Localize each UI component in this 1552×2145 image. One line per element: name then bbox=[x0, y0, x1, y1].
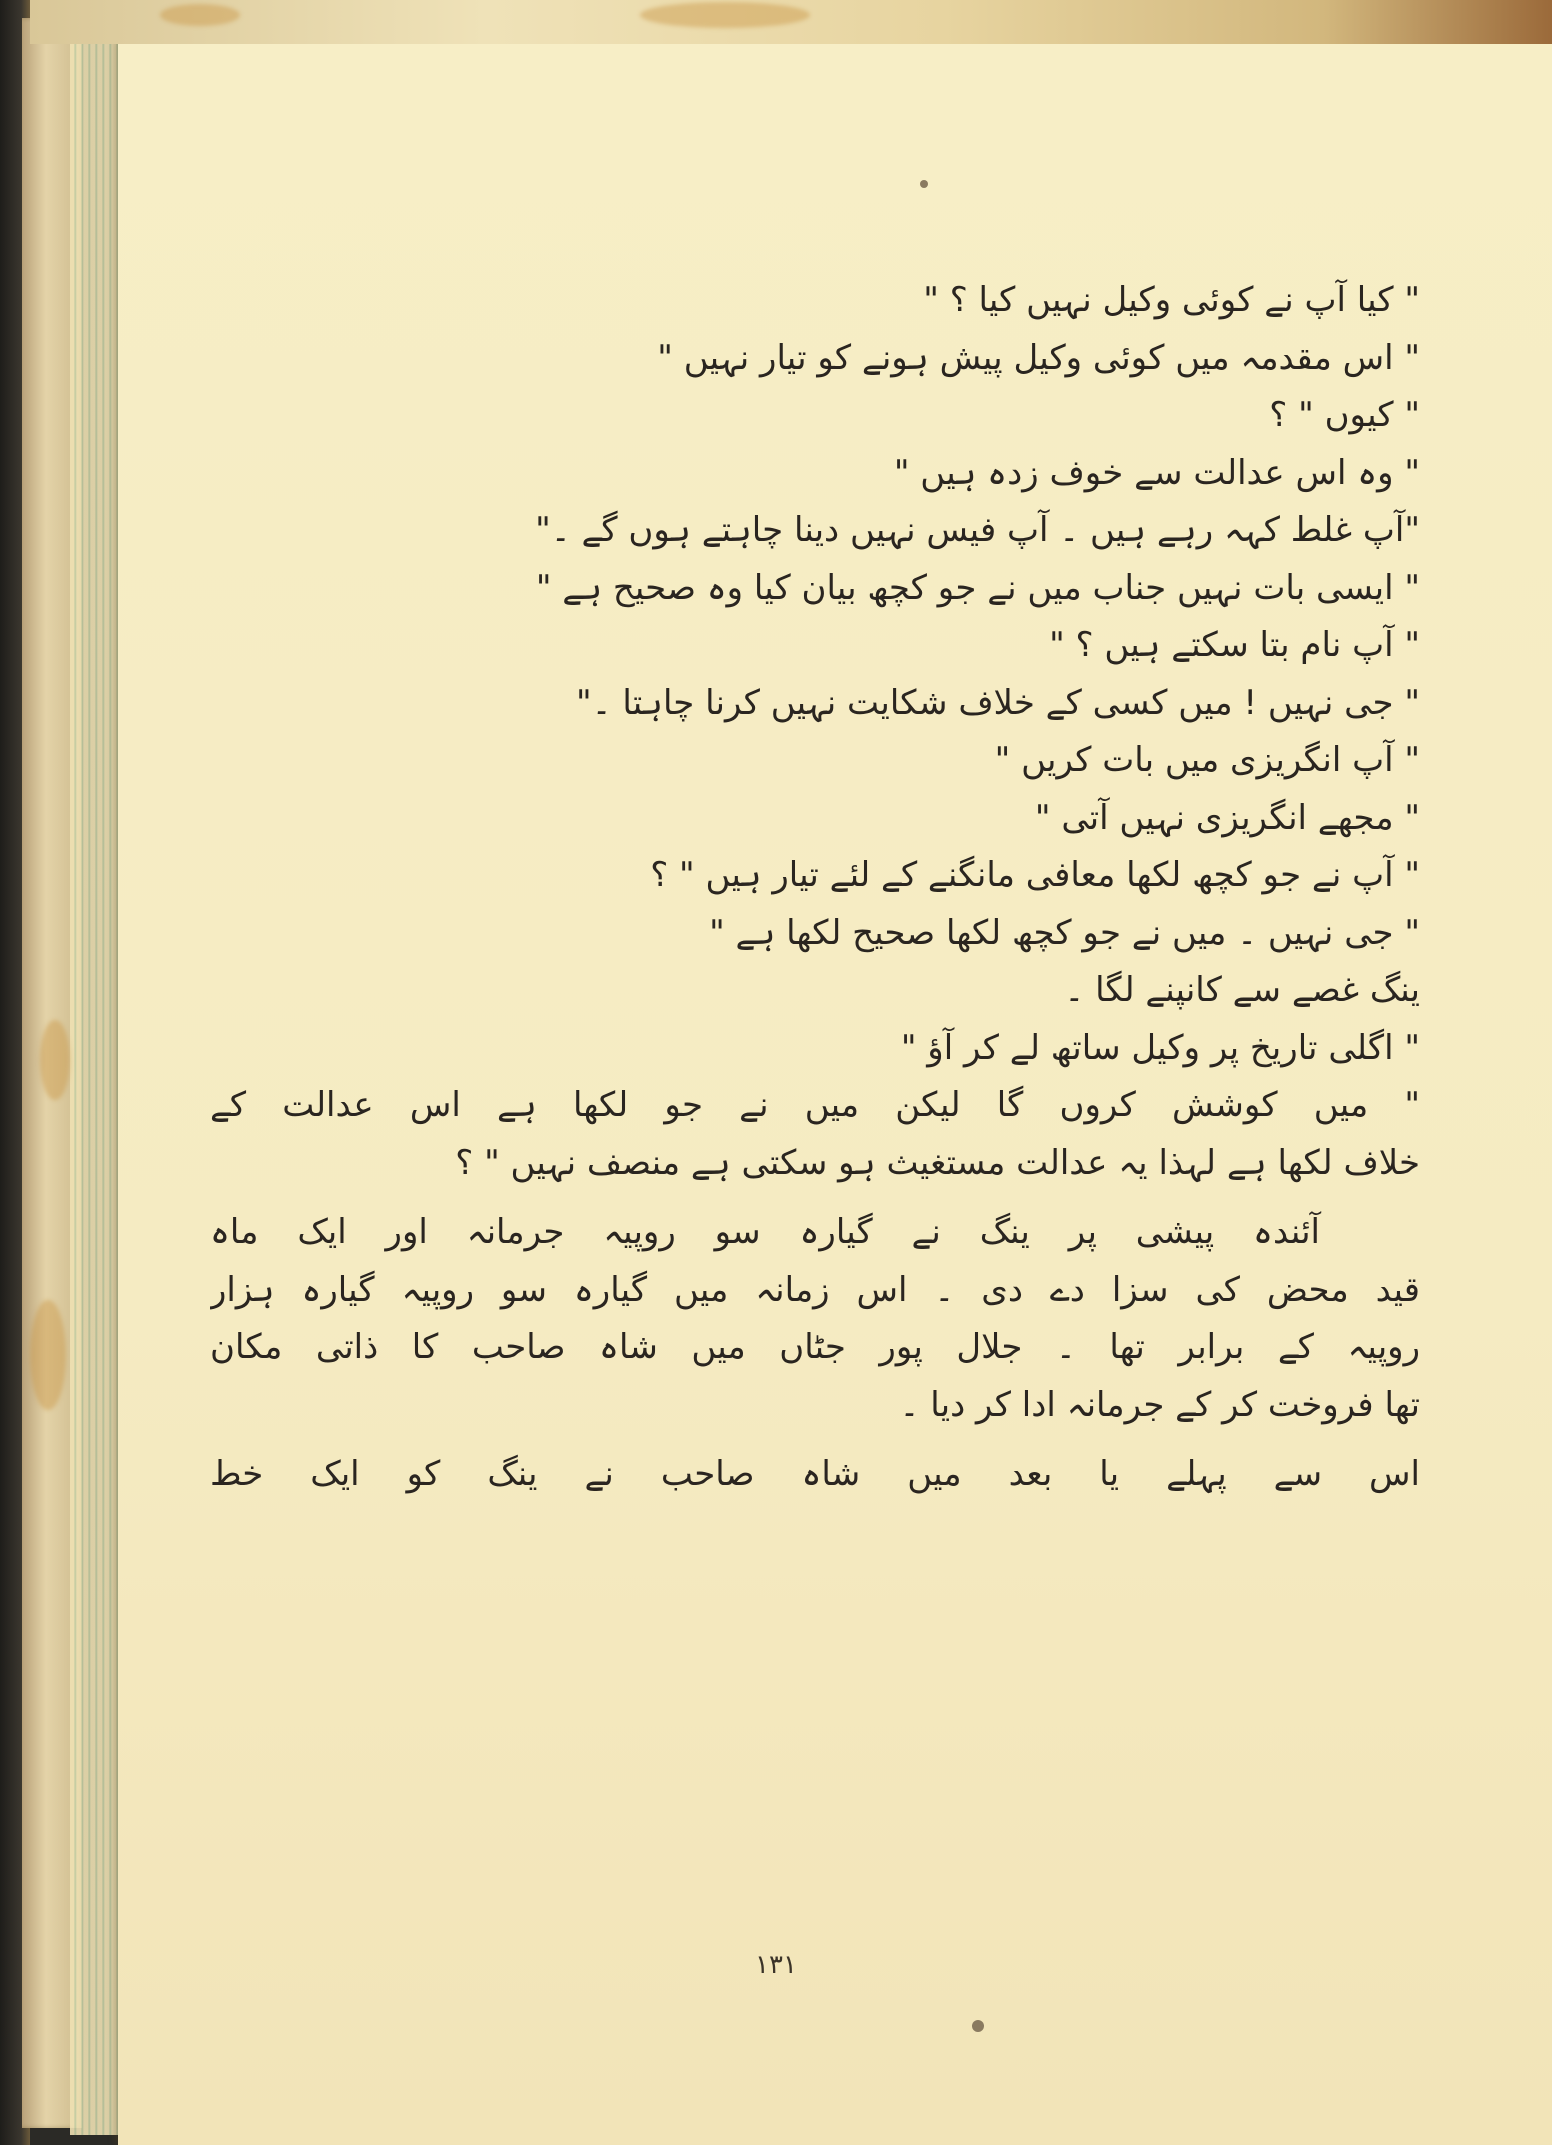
paper-stain bbox=[640, 2, 810, 28]
text-line: " آپ نام بتا سکتے ہیں ؟ " bbox=[1049, 625, 1420, 665]
paper-stain bbox=[160, 4, 240, 26]
text-line: " اس مقدمہ میں کوئی وکیل پیش ہونے کو تیار نہیں " bbox=[657, 337, 1420, 378]
text-line: " ایسی بات نہیں جناب میں نے جو کچھ بیان کیا وہ صحیح ہے " bbox=[535, 567, 1420, 608]
ink-speck bbox=[920, 180, 928, 188]
text-line: " اگلی تاریخ پر وکیل ساتھ لے کر آؤ " bbox=[900, 1027, 1420, 1068]
paper-stain bbox=[30, 1300, 66, 1410]
paper-stain bbox=[40, 1020, 70, 1100]
text-line: خلاف لکھا ہے لہذا یہ عدالت مستغیث ہو سکتی ہے منصف نہیں " ؟ bbox=[455, 1142, 1420, 1183]
text-line: " کیوں " ؟ bbox=[1269, 395, 1420, 435]
text-line: " جی نہیں ۔ میں نے جو کچھ لکھا صحیح لکھا ہے " bbox=[709, 912, 1420, 953]
text-line: تھا فروخت کر کے جرمانہ ادا کر دیا ۔ bbox=[899, 1384, 1420, 1425]
paragraph-first-line: آئندہ پیشی پر ینگ نے گیارہ سو روپیہ جرمانہ اور ایک ماہ bbox=[210, 1212, 1320, 1252]
text-line: قید محض کی سزا دے دی ۔ اس زمانہ میں گیارہ سو روپیہ گیارہ ہزار bbox=[210, 1269, 1420, 1310]
text-line: " میں کوشش کروں گا لیکن میں نے جو لکھا ہے اس عدالت کے bbox=[210, 1085, 1420, 1125]
text-line: ینگ غصے سے کانپنے لگا ۔ bbox=[1064, 970, 1420, 1010]
text-line: " وہ اس عدالت سے خوف زدہ ہیں " bbox=[893, 452, 1420, 493]
text-line: " کیا آپ نے کوئی وکیل نہیں کیا ؟ " bbox=[923, 280, 1420, 320]
page-number: ۱۳۱ bbox=[755, 1950, 797, 1980]
text-line: " آپ نے جو کچھ لکھا معافی مانگنے کے لئے تیار ہیں " ؟ bbox=[650, 855, 1420, 895]
text-line: " جی نہیں ! میں کسی کے خلاف شکایت نہیں کرنا چاہتا ۔" bbox=[576, 682, 1420, 723]
text-line: " آپ انگریزی میں بات کریں " bbox=[994, 740, 1420, 780]
text-line: " مجھے انگریزی نہیں آتی " bbox=[1034, 797, 1420, 838]
text-line: "آپ غلط کہہ رہے ہیں ۔ آپ فیس نہیں دینا چاہتے ہوں گے ۔" bbox=[535, 510, 1420, 550]
text-line: روپیہ کے برابر تھا ۔ جلال پور جٹاں میں شاہ صاحب کا ذاتی مکان bbox=[210, 1327, 1420, 1367]
page-body-text bbox=[210, 272, 1420, 1504]
ink-speck bbox=[972, 2020, 984, 2032]
paragraph-first-line: اس سے پہلے یا بعد میں شاہ صاحب نے ینگ کو ایک خط bbox=[210, 1454, 1420, 1494]
